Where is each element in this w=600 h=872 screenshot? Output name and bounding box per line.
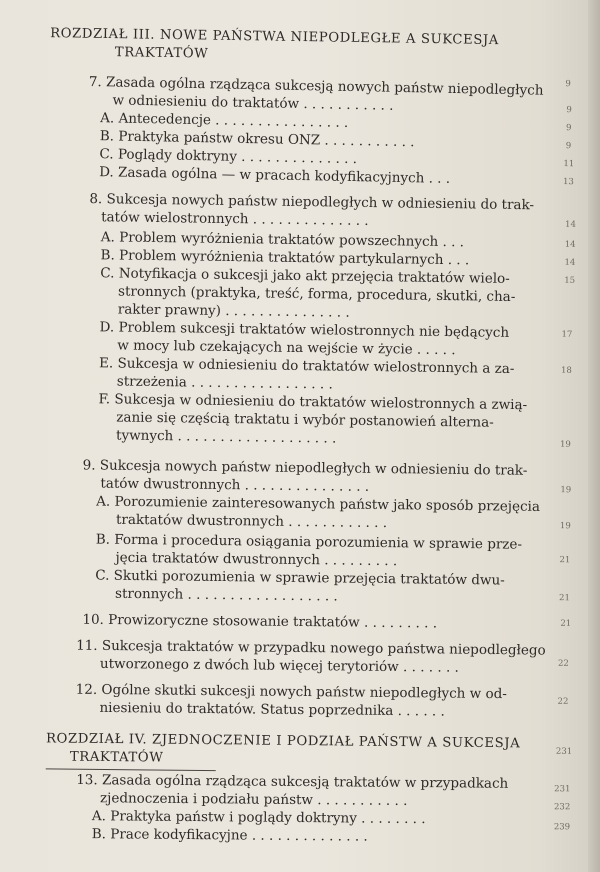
- section-8-item-b-page: 14: [564, 257, 576, 268]
- section-7-item-b-page: 9: [565, 141, 572, 152]
- section-11-title-line1: 11. Sukcesja traktatów w przypadku nowego państwa niepodległego: [76, 637, 546, 659]
- section-13-page-number: 231: [554, 784, 571, 795]
- chapter-3-page-number: 9: [565, 79, 571, 90]
- section-11-title-line2: utworzonego z dwóch lub więcej terytoriów . . . . . . .: [99, 655, 459, 676]
- section-8-item-d-line2: w mocy lub czekających na wejście w życie . . . . .: [117, 337, 456, 359]
- section-8-item-c-line2: stronnych (praktyka, treść, forma, procedura, skutki, cha-: [117, 283, 516, 306]
- section-7-item-d: D. Zasada ogólna — w pracach kodyfikacyjnych . . .: [99, 164, 451, 187]
- section-9-item-b-page: 21: [559, 555, 571, 566]
- section-8-item-e-page: 18: [560, 365, 572, 376]
- section-7-item-c: C. Poglądy doktryny . . . . . . . . . . . . . .: [99, 146, 358, 168]
- section-7-item-d-page: 13: [562, 177, 574, 188]
- section-8-page-number: 14: [565, 219, 576, 230]
- section-12-page-number: 22: [557, 696, 569, 707]
- section-9-item-b-line1: B. Forma i procedura osiągania porozumienia w sprawie prze-: [95, 531, 523, 553]
- chapter-4-title-line1: ROZDZIAŁ IV. ZJEDNOCZENIE I PODZIAŁ PAŃSTW A SUKCESJA: [45, 731, 521, 752]
- section-8-item-f-line1: F. Sukcesja w odniesieniu do traktatów wielostronnych a zwią-: [98, 391, 528, 414]
- section-7-title-line1: 7. Zasada ogólna rządząca sukcesją nowych państw niepodległych: [88, 73, 544, 99]
- section-7-page-number: 9: [566, 105, 572, 116]
- section-13-title-line1: 13. Zasada ogólna rządząca sukcesją traktatów w przypadkach: [76, 772, 509, 792]
- section-13-item-a-page: 232: [553, 802, 571, 813]
- chapter-4-page-number: 231: [555, 746, 573, 757]
- section-8-item-f-page: 19: [559, 439, 571, 450]
- section-9-page-number: 19: [560, 485, 572, 496]
- section-8-title-line2: tatów wielostronnych . . . . . . . . . . . . . .: [101, 209, 369, 229]
- page-edge: [588, 0, 600, 872]
- section-8-item-d-page: 17: [561, 329, 573, 340]
- section-9-title-line1: 9. Sukcesja nowych państw niepodległych w odniesieniu do trak-: [82, 457, 528, 479]
- section-12-title-line2: niesieniu do traktatów. Status poprzednika . . . . . .: [99, 699, 445, 720]
- section-7-item-b: B. Praktyka państw okresu ONZ . . . . . . . . . . .: [99, 128, 415, 151]
- section-9-item-a-line1: A. Porozumienie zainteresowanych państw jako sposób przejęcia: [96, 493, 541, 515]
- section-9-item-b-line2: jęcia traktatów dwustronnych . . . . . . . . .: [115, 549, 398, 570]
- section-7-item-a-page: 9: [565, 123, 572, 134]
- section-8-item-e-line2: strzeżenia . . . . . . . . . . . . . . . . .: [116, 373, 333, 393]
- section-12-title-line1: 12. Ogólne skutki sukcesji nowych państw niepodległych w od-: [75, 681, 507, 703]
- section-7-title-line2: w odniesieniu do traktatów . . . . . . . . . . .: [112, 92, 394, 114]
- section-8-item-c-page: 15: [564, 275, 576, 286]
- section-8-item-f-line2: zanie się częścią traktatu i wybór postanowień alterna-: [116, 409, 494, 431]
- section-8-title-line1: 8. Sukcesja nowych państw niepodległych w odniesieniu do trak-: [89, 191, 535, 214]
- section-13-item-a: A. Praktyka państw i poglądy doktryny . . . . . . . .: [91, 808, 426, 828]
- section-10-page-number: 21: [560, 618, 572, 629]
- section-9-item-c-page: 21: [559, 593, 570, 604]
- section-7-item-c-page: 11: [563, 159, 575, 170]
- section-8-item-e-line1: E. Sukcesja w odniesieniu do traktatów wielostronnych a za-: [98, 355, 515, 377]
- chapter-4-title-line2: TRAKTATÓW: [69, 749, 164, 766]
- section-7-item-a: A. Antecedencje . . . . . . . . . . . . . . . .: [100, 110, 349, 131]
- section-8-item-a-page: 14: [564, 239, 576, 250]
- section-8-item-f-line3: tywnych . . . . . . . . . . . . . . . . . . .: [115, 427, 337, 447]
- section-9-item-a-line2: traktatów dwustronnych . . . . . . . . . . . .: [115, 511, 388, 532]
- section-9-item-c-line1: C. Skutki porozumienia w sprawie przejęcia traktatów dwu-: [95, 567, 505, 589]
- section-8-item-d-line1: D. Problem sukcesji traktatów wielostronnych nie będących: [99, 319, 510, 341]
- section-8-item-c-line1: C. Notyfikacja o sukcesji jako akt przejęcia traktatów wielo-: [100, 265, 510, 287]
- section-9-title-line2: tatów dwustronnych . . . . . . . . . . . . . . .: [100, 475, 370, 495]
- section-13-item-b-page: 239: [553, 822, 571, 833]
- section-13-title-line2: zjednoczenia i podziału państw . . . . . . . . . . .: [100, 790, 408, 809]
- section-13-item-b: B. Prace kodyfikacyjne . . . . . . . . . . . . . .: [91, 826, 368, 845]
- section-8-item-c-line3: rakter prawny) . . . . . . . . . . . . . . .: [117, 301, 350, 321]
- section-10-title: 10. Prowizoryczne stosowanie traktatów . . . . . . . . .: [82, 611, 438, 632]
- chapter-3-title-line2: TRAKTATÓW: [114, 45, 209, 62]
- section-11-page-number: 22: [557, 658, 569, 669]
- section-8-item-a: A. Problem wyróżnienia traktatów powszechnych . . .: [100, 229, 465, 251]
- section-8-item-b: B. Problem wyróżnienia traktatów partykularnych . . .: [100, 247, 470, 269]
- section-9-item-a-page: 19: [559, 521, 571, 532]
- section-9-item-c-line2: stronnych . . . . . . . . . . . . . . . . . .: [114, 585, 338, 605]
- chapter-3-title-line1: ROZDZIAŁ III. NOWE PAŃSTWA NIEPODLEGŁE A SUKCESJA: [50, 26, 500, 49]
